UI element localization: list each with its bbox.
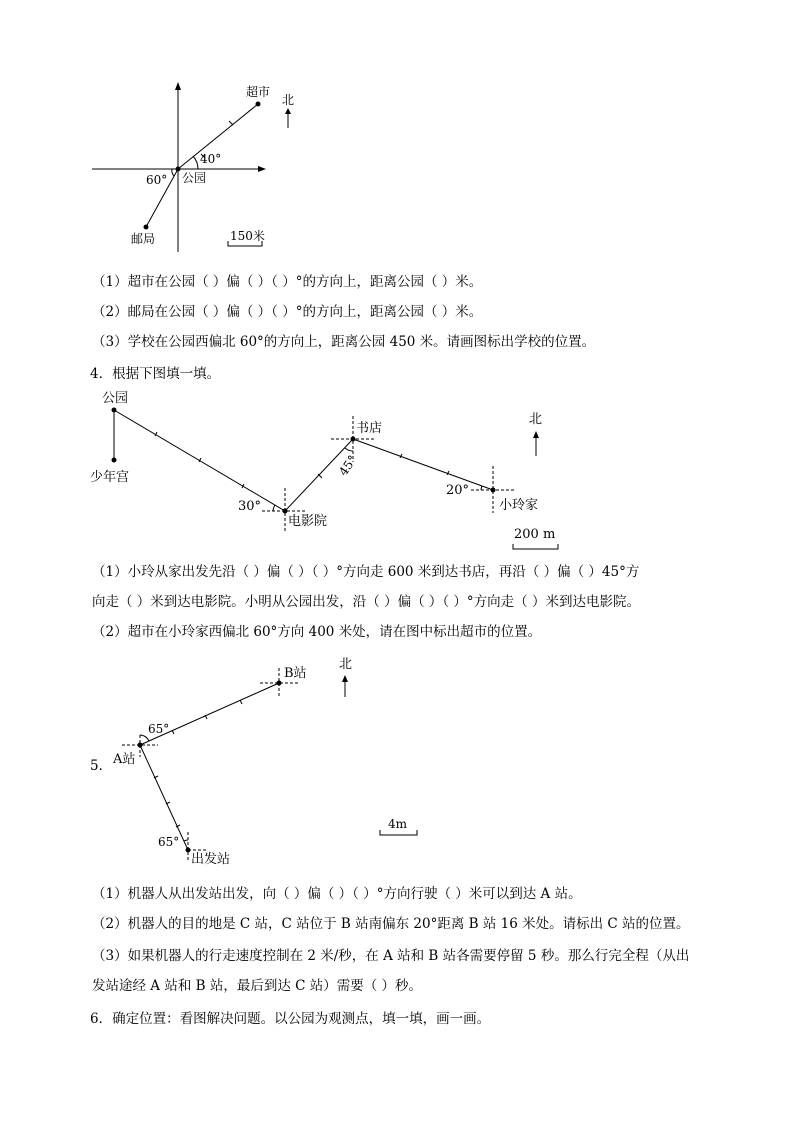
figure-xiaoling-route xyxy=(0,380,794,560)
angle-arc-60 xyxy=(172,169,174,176)
axis-arrow-north xyxy=(175,82,181,90)
q4-part-1-line-2: 向走（ ）米到达电影院。小明从公园出发，沿（ ）偏（ ）（ ）°方向走（ ）米到达电影院。 xyxy=(92,594,640,610)
figure-park-map xyxy=(0,0,794,260)
label-supermarket: 超市 xyxy=(246,85,271,99)
label-bookstore: 书店 xyxy=(356,421,383,436)
point-supermarket xyxy=(256,102,261,107)
scale-label: 4m xyxy=(388,817,408,831)
q3-part-3: （3）学校在公园西偏北 60°的方向上，距离公园 450 米。请画图标出学校的位置。 xyxy=(92,334,596,350)
point-xiaoling-home xyxy=(491,488,496,493)
q5-number: 5． xyxy=(90,758,113,774)
label-cinema: 电影院 xyxy=(288,514,328,529)
q5-part-1: （1）机器人从出发站出发，向（ ）偏（ ）（ ）°方向行驶（ ）米可以到达 A 站。 xyxy=(92,886,582,902)
scale-label: 150米 xyxy=(230,229,265,243)
label-post-office: 邮局 xyxy=(131,232,156,246)
q3-part-1: （1）超市在公园（ ）偏（ ）（ ）°的方向上，距离公园（ ）米。 xyxy=(92,274,483,290)
north-arrow-head xyxy=(285,108,291,114)
angle-arc-45 xyxy=(345,448,353,451)
angle-arc-40 xyxy=(193,156,198,169)
route-lines xyxy=(114,410,493,511)
label-youth-palace: 少年宫 xyxy=(90,470,130,485)
scale-label: 200 m xyxy=(514,527,556,542)
point-cinema xyxy=(283,509,288,514)
label-park: 公园 xyxy=(102,391,129,406)
q5-part-3-line-1: （3）如果机器人的行走速度控制在 2 米/秒，在 A 站和 B 站各需要停留 5 秒。那么行完全程（从出 xyxy=(92,948,690,964)
label-station-a: A站 xyxy=(113,752,136,767)
label-xiaoling-home: 小玲家 xyxy=(499,498,539,513)
point-start-station xyxy=(186,848,191,853)
label-north: 北 xyxy=(339,657,353,672)
q4-part-2: （2）超市在小玲家西偏北 60°方向 400 米处，请在图中标出超市的位置。 xyxy=(92,624,542,640)
label-north: 北 xyxy=(529,412,543,427)
q3-part-2: （2）邮局在公园（ ）偏（ ）（ ）°的方向上，距离公园（ ）米。 xyxy=(92,304,483,320)
angle-label-30: 30° xyxy=(238,499,262,514)
angle-label-45: 45° xyxy=(336,452,360,479)
route-lines xyxy=(140,683,279,850)
axis-arrow-east xyxy=(258,166,266,172)
q5-part-2: （2）机器人的目的地是 C 站，C 站位于 B 站南偏东 20°距离 B 站 16 米处。请标出 C 站的位置。 xyxy=(92,916,690,932)
label-park: 公园 xyxy=(182,171,207,185)
angle-label-40: 40° xyxy=(200,152,222,166)
q4-part-1-line-1: （1）小玲从家出发先沿（ ）偏（ ）（ ）°方向走 600 米到达书店，再沿（ ）偏（ ）45°方 xyxy=(92,564,640,580)
north-arrow-head xyxy=(342,675,348,682)
label-north: 北 xyxy=(282,93,295,107)
point-youth-palace xyxy=(112,458,117,463)
point-bookstore xyxy=(351,437,356,442)
scale-bar xyxy=(513,544,558,549)
point-post-office xyxy=(144,225,149,230)
q5-part-3-line-2: 发站途经 A 站和 B 站，最后到达 C 站）需要（ ）秒。 xyxy=(92,978,423,994)
angle-label-65-bottom: 65° xyxy=(158,835,180,849)
angle-label-20: 20° xyxy=(446,483,470,498)
angle-arc-30 xyxy=(273,505,275,511)
figure-robot-route xyxy=(0,650,794,870)
point-station-a xyxy=(138,743,143,748)
point-station-b xyxy=(277,681,282,686)
label-start-station: 出发站 xyxy=(191,852,231,867)
north-arrow-head xyxy=(533,431,539,438)
angle-arc-20 xyxy=(481,486,482,490)
q6-title: 6．确定位置：看图解决问题。以公园为观测点，填一填，画一画。 xyxy=(90,1011,491,1027)
angle-label-60: 60° xyxy=(146,173,168,187)
angle-arc-65-bottom xyxy=(184,840,188,841)
point-park xyxy=(112,408,117,413)
q4-title: 4．根据下图填一填。 xyxy=(90,366,221,382)
label-station-b: B站 xyxy=(284,666,307,681)
point-park xyxy=(176,167,181,172)
angle-label-65-top: 65° xyxy=(148,722,170,736)
